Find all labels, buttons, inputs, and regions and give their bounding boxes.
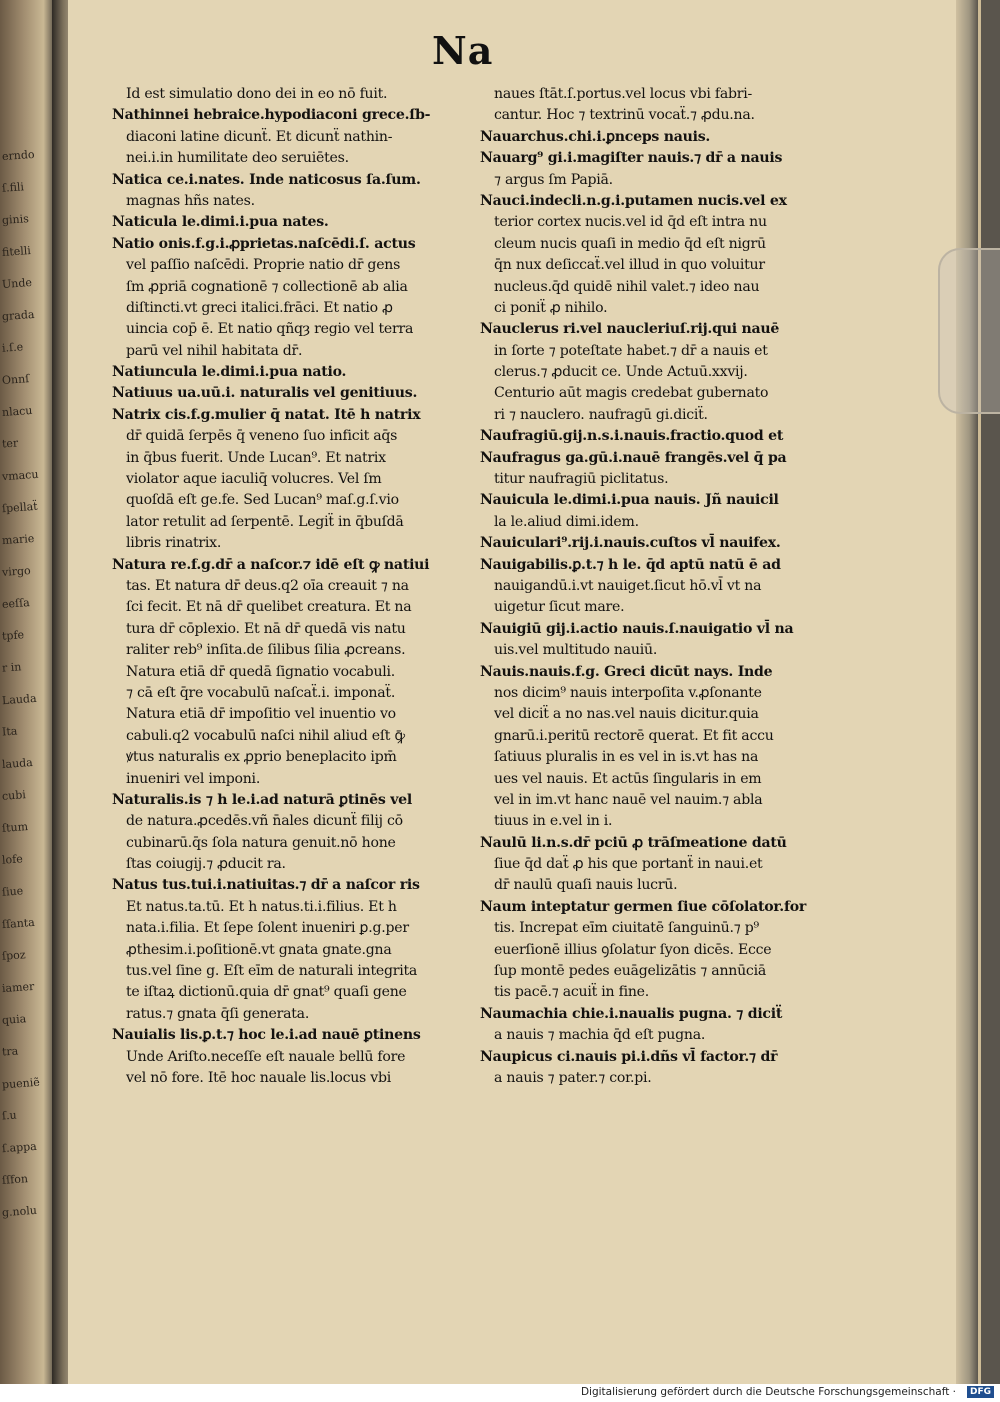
entry-headword-line: Natura re.f.g.dr̄ a naſcor.⁊ idē eſt ꝙ natiui (112, 556, 430, 573)
margin-fragment: Ita (1, 724, 18, 739)
margin-fragment: virgo (1, 564, 32, 579)
entry-text-line: nei.i.in humilitate deo seruiētes. (126, 150, 349, 167)
entry-text-line: tis pacē.⁊ acuiẗ in fine. (494, 984, 649, 1001)
entry-text-line: nata.i.filia. Et ſepe ſolent inueniri ꝑ.g.per (126, 920, 409, 937)
entry-text-line: tas. Et natura dr̄ deus.q2 oīa creauit ⁊ na (126, 577, 409, 594)
entry-text-line: nos dicim⁹ nauis interpoſita v.ꝓſonante (494, 684, 762, 701)
margin-fragment: cubi (1, 788, 27, 803)
entry-text-line: uincia cop̄ ē. Et natio qñqȝ regio vel terra (126, 321, 414, 338)
entry-headword-line: Nauiculari⁹.rij.i.nauis.cuſtos vl̄ nauifex. (480, 535, 781, 552)
margin-fragment: Unde (1, 275, 33, 292)
footer-credit: Digitalisierung gefördert durch die Deutsche Forschungsgemeinschaft · (580, 1386, 956, 1398)
entry-headword-line: Nauicula le.dimi.i.pua nauis. Jñ nauicil (480, 492, 779, 509)
entry-text-line: q̄n nux deſiccaẗ.vel illud in quo voluitur (494, 257, 765, 274)
margin-fragment: ſpellaẗ (1, 499, 39, 516)
page-fore-edge (956, 0, 978, 1384)
margin-fragment: ter (1, 436, 19, 451)
entry-headword-line: Natus tus.tui.i.natiuitas.⁊ dr̄ a naſcor ris (112, 877, 420, 894)
entry-text-line: cleum nucis quaſi in medio q̄d eſt nigrū (494, 235, 766, 252)
entry-text-line: violator aque iaculiq̄ volucres. Vel ſm (126, 471, 382, 488)
margin-fragment: marie (1, 531, 35, 548)
entry-headword-line: Naum inteptatur germen ſiue cōſolator.for (480, 898, 807, 915)
entry-text-line: vel diciẗ a no nas.vel nauis dicitur.quia (494, 706, 759, 723)
margin-fragment: ſpoz (1, 948, 26, 963)
entry-text-line: nucleus.q̄d quidē nihil valet.⁊ ideo nau (494, 278, 760, 295)
entry-text-line: ratus.⁊ gnata q̄ſi generata. (126, 1005, 310, 1022)
entry-text-line: ſatiuus pluralis in es vel in is.vt has na (494, 749, 759, 766)
facing-page-edge (0, 0, 58, 1384)
margin-fragment: quia (1, 1012, 27, 1027)
entry-headword-line: Naupicus ci.nauis pi.i.dñs vl̄ factor.⁊ dr̄ (480, 1048, 778, 1065)
margin-fragment: tpfe (1, 628, 25, 643)
entry-text-line: la le.aliud dimi.idem. (494, 513, 639, 530)
entry-headword-line: Naufragus ga.gū.i.nauē frangēs.vel q̄ pa (480, 449, 787, 466)
entry-text-line: dr̄ naulū quaſi nauis lucrū. (494, 877, 678, 894)
entry-text-line: cantur. Hoc ⁊ textrinū vocaẗ.⁊ ꝓdu.na. (494, 107, 755, 124)
entry-text-line: te iſtaꝝ dictionū.quia dr̄ gnat⁹ quaſi gene (126, 984, 407, 1001)
entry-headword-line: Naturalis.is ⁊ h le.i.ad naturā ꝑtinēs vel (112, 791, 412, 808)
entry-text-line: ſup montē pedes euāgelizātis ⁊ annūciā (494, 963, 766, 980)
margin-fragment: eeſſa (1, 596, 31, 611)
entry-text-line: Unde Ariſto.neceſſe eſt nauale bellū fore (126, 1048, 406, 1065)
dfg-logo: DFG (967, 1386, 994, 1398)
margin-fragment: fitelli (1, 244, 32, 259)
entry-text-line: in ſorte ⁊ poteſtate habet.⁊ dr̄ a nauis et (494, 342, 768, 359)
margin-fragment: tra (1, 1044, 19, 1059)
entry-text-line: ꝓthesim.i.poſitionē.vt gnata gnate.gna (126, 941, 392, 958)
entry-text-line: ⁊ cā eſt q̄re vocabulū naſcaẗ.i. imponaẗ. (126, 684, 396, 701)
margin-fragment: g.nolu (1, 1203, 38, 1220)
entry-text-line: cabuli.q2 vocabulū naſci nihil aliud eſt ꝙ̄ (126, 727, 405, 744)
entry-text-line: Natura etiā dr̄ impoſitio vel inuentio vo (126, 706, 396, 723)
entry-text-line: naues ſtāt.ſ.portus.vel locus vbi fabri- (494, 86, 753, 102)
entry-text-line: ⁊ argus ſm Papiā. (494, 171, 613, 188)
page-clip-tab (938, 248, 1000, 414)
entry-text-line: ues vel nauis. Et actūs ſingularis in em (494, 770, 762, 787)
entry-text-line: ꝟtus naturalis ex ꝓprio beneplacito ipm̄ (126, 749, 397, 766)
entry-headword-line: Naticula le.dimi.i.pua nates. (112, 214, 329, 231)
entry-text-line: vel in im.vt hanc nauē vel nauim.⁊ abla (494, 791, 763, 808)
margin-fragment: iamer (1, 979, 35, 996)
entry-text-line: quoſdā eſt ge.fe. Sed Lucan⁹ maſ.g.ſ.vio (126, 492, 399, 509)
entry-headword-line: Natica ce.i.nates. Inde naticosus ſa.ſum. (112, 171, 421, 188)
entry-text-line: tura dr̄ cōplexio. Et nā dr̄ quedā vis natu (126, 620, 406, 637)
entry-text-line: uigetur ſicut mare. (494, 599, 625, 616)
margin-fragment: ſ.fili (1, 180, 25, 195)
margin-fragment: ſtum (1, 820, 29, 835)
entry-text-line: cubinarū.q̄s ſola natura genuit.nō hone (126, 834, 396, 851)
entry-headword-line: Nauclerus ri.vel naucleriuſ.rij.qui nauē (480, 321, 780, 338)
entry-text-line: Et natus.ta.tū. Et h natus.ti.i.filius. Et h (126, 898, 397, 915)
entry-text-line: lator retulit ad ſerpentē. Legiẗ in q̄buſdā (126, 513, 404, 530)
entry-text-line: gnarū.i.peritū rectorē querat. Et fit accu (494, 727, 774, 744)
entry-text-line: dr̄ quidā ſerpēs q̄ veneno ſuo inficit aq̄s (126, 428, 398, 445)
entry-headword-line: Natiuncula le.dimi.i.pua natio. (112, 364, 347, 381)
entry-headword-line: Naumachia chie.i.naualis pugna. ⁊ diciẗ (480, 1005, 783, 1022)
margin-fragment: ſ.u (1, 1108, 18, 1123)
margin-fragment: i.ſ.e (1, 340, 24, 355)
entry-headword-line: Naulū li.n.s.dr̄ pciū ꝓ trāſmeatione datū (480, 834, 787, 851)
entry-text-line: Centurio aūt magis credebat gubernato (494, 385, 769, 402)
margin-fragment: vmacu (1, 467, 39, 484)
entry-headword-line: Naufragiū.gij.n.s.i.nauis.fractio.quod et (480, 428, 784, 445)
entry-text-line: uis.vel multitudo nauiū. (494, 642, 658, 659)
entry-text-line: diſtincti.vt greci italici.frāci. Et natio ꝓ (126, 299, 393, 316)
entry-text-line: vel paſſio naſcēdi. Proprie natio dr̄ gens (126, 257, 401, 274)
entry-headword-line: Nauialis lis.ꝑ.t.⁊ hoc le.i.ad nauē ꝑtinens (112, 1027, 421, 1044)
entry-text-line: vel nō fore. Itē hoc nauale lis.locus vbi (126, 1069, 391, 1086)
entry-text-line: euerſionē illius ꝯſolatur ſyon dicēs. Ecce (494, 941, 772, 958)
entry-text-line: inueniri vel imponi. (126, 770, 261, 787)
entry-text-line: tus.vel ſine g. Eſt eīm de naturali integrita (126, 963, 418, 980)
entry-text-line: diaconi latine dicunẗ. Et dicunẗ nathin- (126, 128, 393, 145)
entry-text-line: a nauis ⁊ pater.⁊ cor.pi. (494, 1069, 652, 1086)
running-head: Na (432, 28, 494, 73)
right-column (480, 84, 840, 1089)
entry-headword-line: Nauigiū gij.i.actio nauis.ſ.nauigatio vl̄ na (480, 620, 794, 637)
margin-fragment: ſ.appa (1, 1139, 38, 1156)
entry-headword-line: Nathinnei hebraice.hypodiaconi grece.ſb- (112, 107, 431, 124)
entry-text-line: Id est simulatio dono dei in eo nō fuit. (126, 86, 388, 102)
entry-text-line: ſtas coiugij.⁊ ꝓducit ra. (126, 856, 286, 873)
entry-text-line: ſiue q̄d daẗ ꝓ his que portanẗ in naui.et (494, 856, 763, 873)
margin-fragment: r in (1, 660, 22, 675)
margin-fragment: ſſanta (1, 915, 36, 932)
margin-fragment: lofe (1, 852, 24, 867)
entry-headword-line: Natio onis.f.g.i.ꝓprietas.naſcēdi.ſ. actus (112, 235, 416, 252)
entry-text-line: a nauis ⁊ machia q̄d eſt pugna. (494, 1027, 706, 1044)
entry-text-line: tis. Increpat eīm ciuitatē ſanguinū.⁊ p⁹ (494, 920, 759, 937)
entry-text-line: ri ⁊ nauclero. naufragū gi.diciẗ. (494, 406, 708, 423)
entry-headword-line: Nauarg⁹ gi.i.magiſter nauis.⁊ dr̄ a nauis (480, 150, 783, 167)
entry-text-line: libris rinatrix. (126, 535, 222, 552)
entry-text-line: magnas hñs nates. (126, 192, 255, 209)
entry-headword-line: Nauigabilis.ꝑ.t.⁊ h le. q̄d aptū natū ē ad (480, 556, 781, 573)
margin-fragment: nlacu (1, 403, 33, 420)
margin-fragment: Onnſ (1, 372, 30, 387)
entry-headword-line: Natrix cis.f.g.mulier q̄ natat. Itē h natrix (112, 406, 421, 423)
entry-headword-line: Nauci.indecli.n.g.i.putamen nucis.vel ex (480, 192, 787, 209)
entry-text-line: ſci fecit. Et nā dr̄ quelibet creatura. Et na (126, 599, 412, 616)
margin-fragment: lauda (1, 755, 34, 772)
entry-text-line: ci poniẗ ꝓ nihilo. (494, 299, 608, 316)
entry-text-line: terior cortex nucis.vel id q̄d eſt intra nu (494, 214, 767, 231)
entry-headword-line: Natiuus ua.uū.i. naturalis vel genitiuus. (112, 385, 418, 402)
margin-fragment: erndo (1, 147, 35, 164)
left-column (112, 84, 472, 1089)
margin-fragment: ſiue (1, 884, 24, 899)
entry-text-line: parū vel nihil habitata dr̄. (126, 342, 303, 359)
margin-fragment: ginis (1, 212, 30, 227)
entry-text-line: titur naufragiū piclitatus. (494, 471, 669, 488)
entry-text-line: Natura etiā dr̄ quedā ſignatio vocabuli. (126, 663, 396, 680)
margin-fragment: pueniẽ (1, 1075, 41, 1092)
margin-fragment: ſſfon (1, 1172, 29, 1187)
entry-text-line: de natura.ꝓcedēs.vñ n̄ales dicunẗ filij cō (126, 813, 403, 830)
entry-text-line: ſm ꝓpriā cognationē ⁊ collectionē ab alia (126, 278, 408, 295)
entry-text-line: in q̄bus fuerit. Unde Lucan⁹. Et natrix (126, 449, 386, 466)
entry-headword-line: Nauarchus.chi.i.ꝑnceps nauis. (480, 128, 711, 145)
margin-fragment: Lauda (1, 691, 37, 708)
entry-text-line: clerus.⁊ ꝓducit ce. Unde Actuū.xxvij. (494, 364, 748, 381)
entry-text-line: tiuus in e.vel in i. (494, 813, 613, 830)
entry-headword-line: Nauis.nauis.f.g. Greci dicūt nays. Inde (480, 663, 773, 680)
entry-text-line: raliter reb⁹ inſita.de ſilibus ſilia ꝓcreans. (126, 642, 406, 659)
entry-text-line: nauigandū.i.vt nauiget.ſicut hō.vl̄ vt na (494, 577, 762, 594)
margin-fragment: grada (1, 307, 35, 324)
